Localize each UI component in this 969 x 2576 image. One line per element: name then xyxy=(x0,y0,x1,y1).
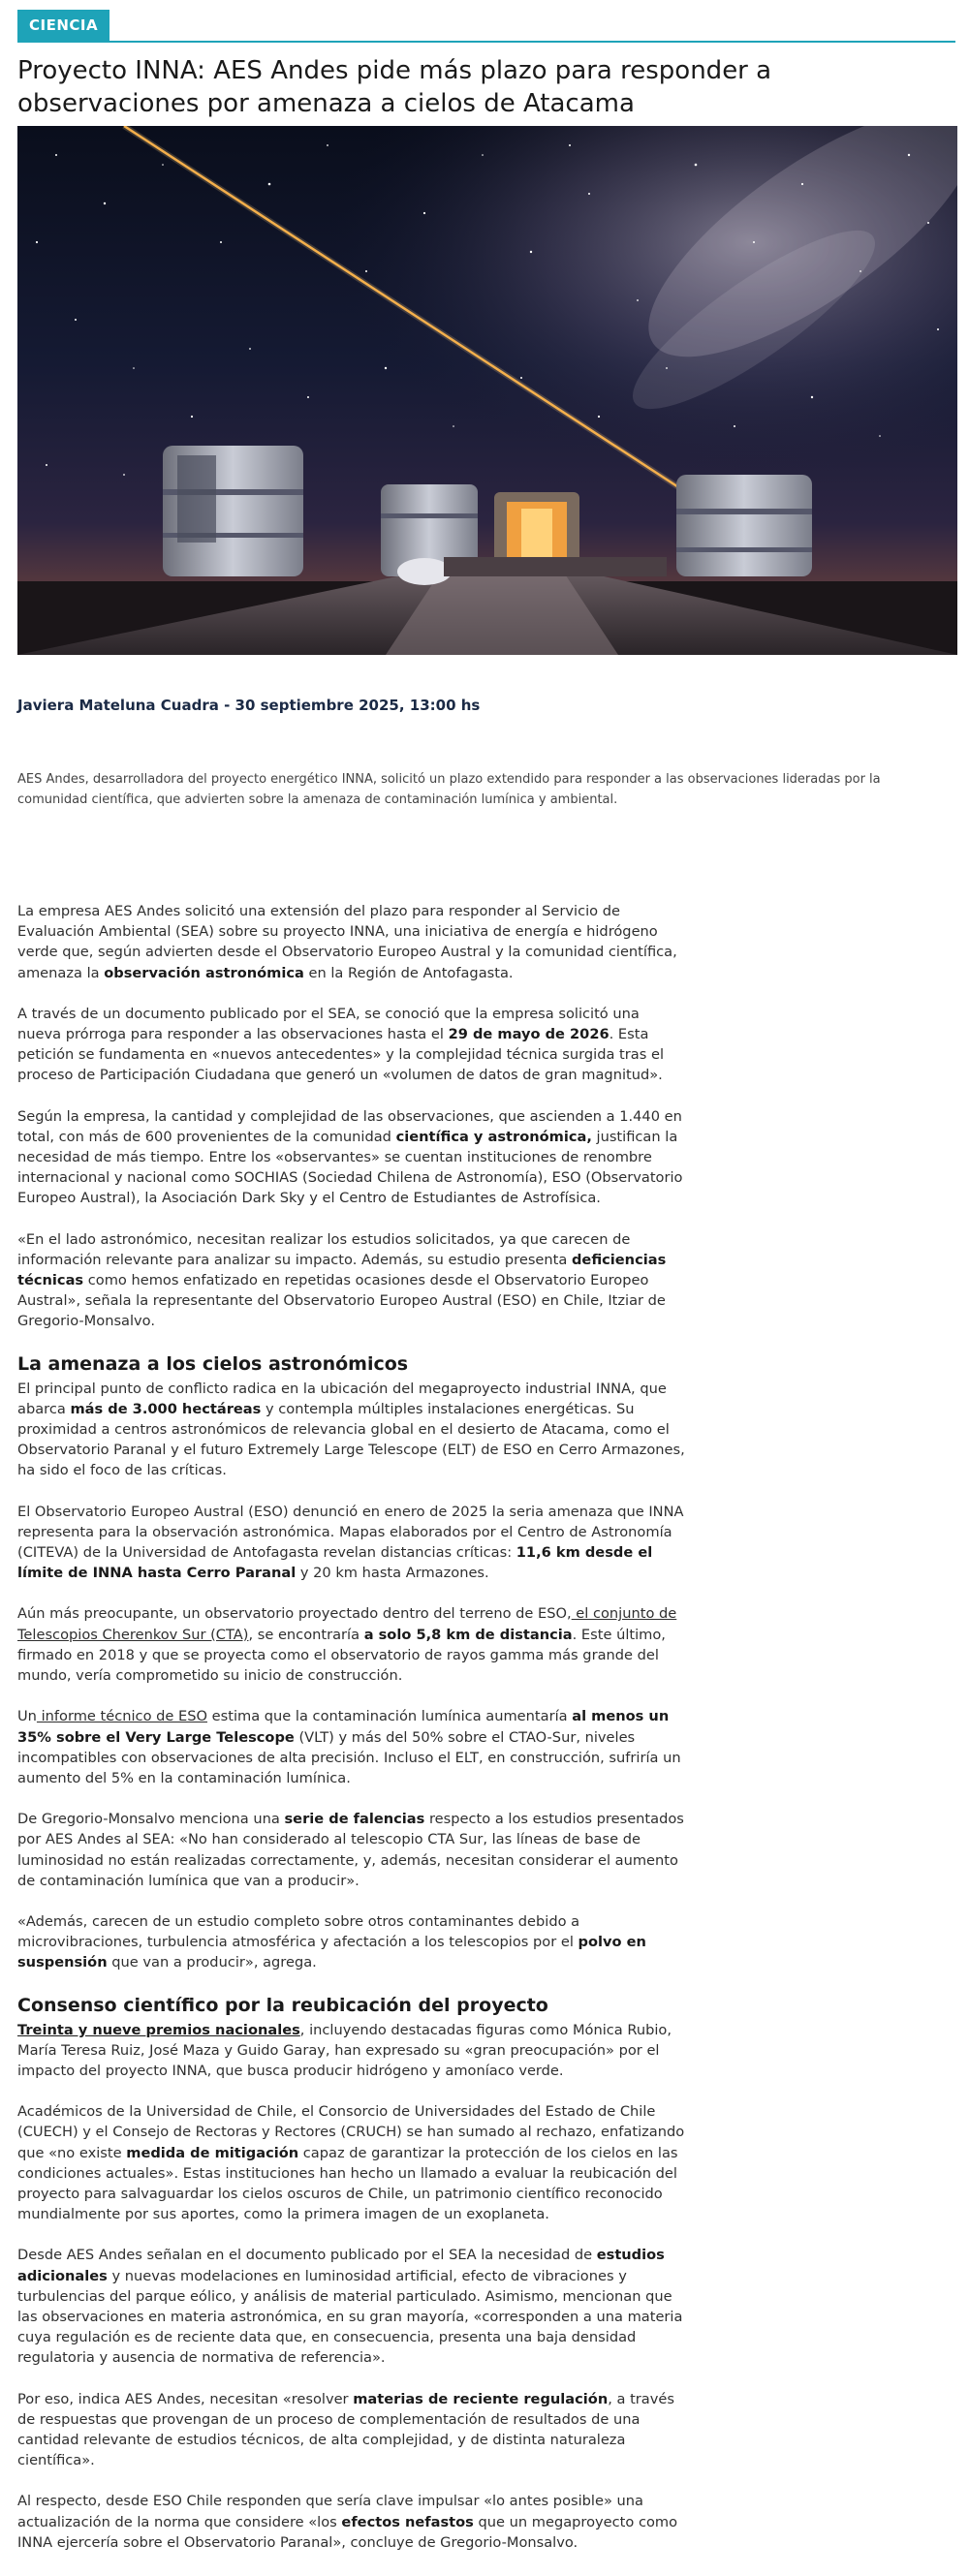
hero-image xyxy=(17,126,957,655)
byline-separator: - xyxy=(218,697,235,714)
paragraph-14: Por eso, indica AES Andes, necesitan «resolver materias de reciente regulación, a través de respuestas que provengan de un proceso de complementación de resultados de una cantidad relevante de estudios técnicos, de alta complejidad, y de distinta naturaleza científica». xyxy=(17,2390,674,2469)
section-heading-2: Consenso científico por la reubicación del proyecto xyxy=(17,1994,548,2016)
paragraph-9: De Gregorio-Monsalvo menciona una serie de falencias respecto a los estudios presentados por AES Andes al SEA: «No han considerado al telescopio CTA Sur, las líneas de base de luminosidad no están realizadas correctamente, y, además, necesitan considerar el aumento de contaminación lumínica que van a producir». xyxy=(17,1811,684,1889)
article-body xyxy=(17,901,686,2573)
eso-report-link[interactable]: informe técnico de ESO xyxy=(36,1708,207,1725)
section-heading-1: La amenaza a los cielos astronómicos xyxy=(17,1352,409,1375)
cta-link[interactable]: el conjunto de Telescopios Cherenkov Sur (CTA) xyxy=(17,1605,677,1643)
paragraph-5: El principal punto de conflicto radica en la ubicación del megaproyecto industrial INNA, que abarca más de 3.000 hectáreas y contempla múltiples instalaciones energéticas. Su proximidad a centros astronómicos de relevancia global en el desierto de Atacama, como el Observatorio Paranal y el futuro Extremely Large Telescope (ELT) de ESO en Cerro Armazones, ha sido el foco de las críticas. xyxy=(17,1380,685,1479)
paragraph-15: Al respecto, desde ESO Chile responden que sería clave impulsar «lo antes posible» una actualización de la norma que considere «los efectos nefastos que un megaproyecto como INNA ejercería sobre el Observatorio Paranal», concluye de Gregorio-Monsalvo. xyxy=(17,2493,678,2551)
paragraph-10: «Además, carecen de un estudio completo sobre otros contaminantes debido a microvibraciones, turbulencia atmosférica y afectación a los telescopios por el polvo en suspensión que van a producir», agrega. xyxy=(17,1912,646,1971)
paragraph-11: Treinta y nueve premios nacionales, incluyendo destacadas figuras como Mónica Rubio, María Teresa Ruiz, José Maza y Guido Garay, han expresado su «gran preocupación» por el impacto del proyecto INNA, que busca producir hidrógeno y amoníaco verde. xyxy=(17,2021,672,2079)
paragraph-4: «En el lado astronómico, necesitan realizar los estudios solicitados, ya que carecen de información relevante para analizar su impacto. Además, su estudio presenta deficiencias técnicas como hemos enfatizado en repetidas ocasiones desde el Observatorio Europeo Austral», señala la representante del Observatorio Europeo Austral (ESO) en Chile, Itziar de Gregorio-Monsalvo. xyxy=(17,1230,667,1330)
paragraph-1: La empresa AES Andes solicitó una extensión del plazo para responder al Servicio de Evaluación Ambiental (SEA) sobre su proyecto INNA, una iniciativa de energía e hidrógeno verde que, según advierten desde el Observatorio Europeo Austral y la comunidad científica, amenaza la observación astronómica en la Región de Antofagasta. xyxy=(17,903,677,981)
paragraph-3: Según la empresa, la cantidad y complejidad de las observaciones, que ascienden a 1.440 en total, con más de 600 provenientes de la comunidad científica y astronómica, justifican la necesidad de más tiempo. Entre los «observantes» se cuentan instituciones de renombre internacional y nacional como SOCHIAS (Sociedad Chilena de Astronomía), ESO (Observatorio Europeo Austral), la Asociación Dark Sky y el Centro de Estudiantes de Astrofísica. xyxy=(17,1107,683,1207)
byline xyxy=(17,697,480,714)
national-prizes-link[interactable]: Treinta y nueve premios nacionales xyxy=(17,2021,300,2038)
paragraph-12: Académicos de la Universidad de Chile, el Consorcio de Universidades del Estado de Chile (CUECH) y el Consejo de Rectoras y Rectores (CRUCH) se han sumado al rechazo, enfatizando que «no existe medida de mitigación capaz de garantizar la protección de los cielos en las condiciones actuales». Estas instituciones han hecho un llamado a evaluar la reubicación del proyecto para salvaguardar los cielos oscuros de Chile, un patrimonio científico reconocido mundialmente por sus aportes, como la primera imagen de un exoplaneta. xyxy=(17,2103,685,2223)
headline: Proyecto INNA: AES Andes pide más plazo para responder a observaciones por amenaza a cielos de Atacama xyxy=(17,56,772,118)
paragraph-6: El Observatorio Europeo Austral (ESO) denunció en enero de 2025 la seria amenaza que INNA representa para la observación astronómica. Mapas elaborados por el Centro de Astronomía (CITEVA) de la Universidad de Antofagasta revelan distancias críticas: 11,6 km desde el límite de INNA hasta Cerro Paranal y 20 km hasta Armazones. xyxy=(17,1503,684,1582)
paragraph-8: Un informe técnico de ESO estima que la contaminación lumínica aumentaría al menos un 35% sobre el Very Large Telescope (VLT) y más del 50% sobre el CTAO-Sur, niveles incompatibles con observaciones de alta precisión. Incluso el ELT, en construcción, sufriría un aumento del 5% en la contaminación lumínica. xyxy=(17,1708,681,1786)
paragraph-13: Desde AES Andes señalan en el documento publicado por el SEA la necesidad de estudios adicionales y nuevas modelaciones en luminosidad artificial, efecto de vibraciones y turbulencias del parque eólico, y análisis de material particulado. Asimismo, mencionan que las observaciones en materia astronómica, en su gran mayoría, «corresponden a una materia cuya regulación es de reciente data que, en consecuencia, presenta una baja densidad regulatoria y ausencia de normativa de referencia». xyxy=(17,2247,683,2367)
category-bar xyxy=(17,10,955,43)
paragraph-2: A través de un documento publicado por el SEA, se conoció que la empresa solicitó una nueva prórroga para responder a las observaciones hasta el 29 de mayo de 2026. Esta petición se fundamenta en «nuevos antecedentes» y la complejidad técnica surgida tras el proceso de Participación Ciudadana que generó un «volumen de datos de gran magnitud». xyxy=(17,1005,664,1084)
paragraph-7: Aún más preocupante, un observatorio proyectado dentro del terreno de ESO, el conjunto de Telescopios Cherenkov Sur (CTA), se encontraría a solo 5,8 km de distancia. Este último, firmado en 2018 y que se proyecta como el observatorio de rayos gamma más grande del mundo, vería comprometido su inicio de construcción. xyxy=(17,1605,677,1685)
category-label[interactable]: CIENCIA xyxy=(17,10,109,41)
publish-date: 30 septiembre 2025, 13:00 hs xyxy=(234,697,481,714)
lead-paragraph: AES Andes, desarrolladora del proyecto energético INNA, solicitó un plazo extendido para responder a las observaciones lideradas por la comunidad científica, que advierten sobre la amenaza de contaminación lumínica y ambiental. xyxy=(17,772,881,807)
author-name[interactable]: Javiera Mateluna Cuadra xyxy=(17,697,219,714)
